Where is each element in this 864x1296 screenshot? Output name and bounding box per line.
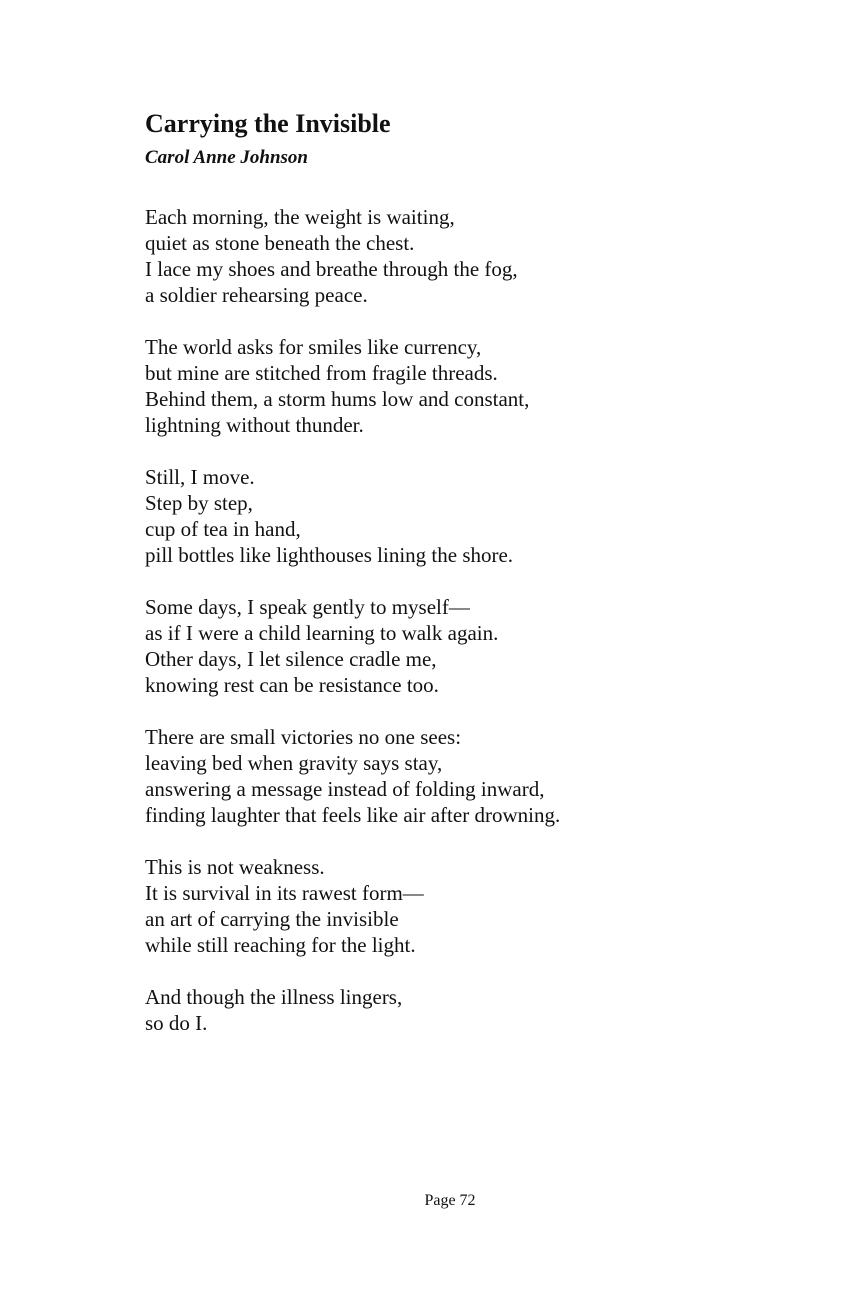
page-number: Page 72 [424,1192,476,1209]
poem-line: I lace my shoes and breathe through the fog, [145,257,518,281]
poem-line: Still, I move. [145,465,255,489]
stanza [145,854,745,958]
poem-line: so do I. [145,1011,208,1035]
poem-line: while still reaching for the light. [145,933,416,957]
poem-line: Step by step, [145,491,253,515]
poem-line: Some days, I speak gently to myself— [145,595,470,619]
stanza [145,594,745,698]
poem-line: There are small victories no one sees: [145,725,462,749]
poem-body [145,204,745,1062]
poem-line: but mine are stitched from fragile threads. [145,361,498,385]
poem-line: And though the illness lingers, [145,985,403,1009]
poem-line: an art of carrying the invisible [145,907,399,931]
poem-line: quiet as stone beneath the chest. [145,231,415,255]
stanza [145,984,745,1036]
poem-line: The world asks for smiles like currency, [145,335,482,359]
poem-title: Carrying the Invisible [145,109,391,138]
poem-line: Behind them, a storm hums low and constant, [145,387,530,411]
stanza [145,334,745,438]
poem-line: lightning without thunder. [145,413,364,437]
stanza [145,204,745,308]
poem-line: cup of tea in hand, [145,517,301,541]
poem-line: Other days, I let silence cradle me, [145,647,437,671]
poem-line: as if I were a child learning to walk again. [145,621,499,645]
poem-line: This is not weakness. [145,855,325,879]
poem-line: leaving bed when gravity says stay, [145,751,443,775]
stanza [145,464,745,568]
poem-line: knowing rest can be resistance too. [145,673,439,697]
poem-line: a soldier rehearsing peace. [145,283,368,307]
poem-line: It is survival in its rawest form— [145,881,424,905]
poem-author: Carol Anne Johnson [145,147,308,168]
poem-line: answering a message instead of folding inward, [145,777,545,801]
poem-line: finding laughter that feels like air after drowning. [145,803,561,827]
poem-line: pill bottles like lighthouses lining the shore. [145,543,514,567]
stanza [145,724,745,828]
poem-line: Each morning, the weight is waiting, [145,205,455,229]
